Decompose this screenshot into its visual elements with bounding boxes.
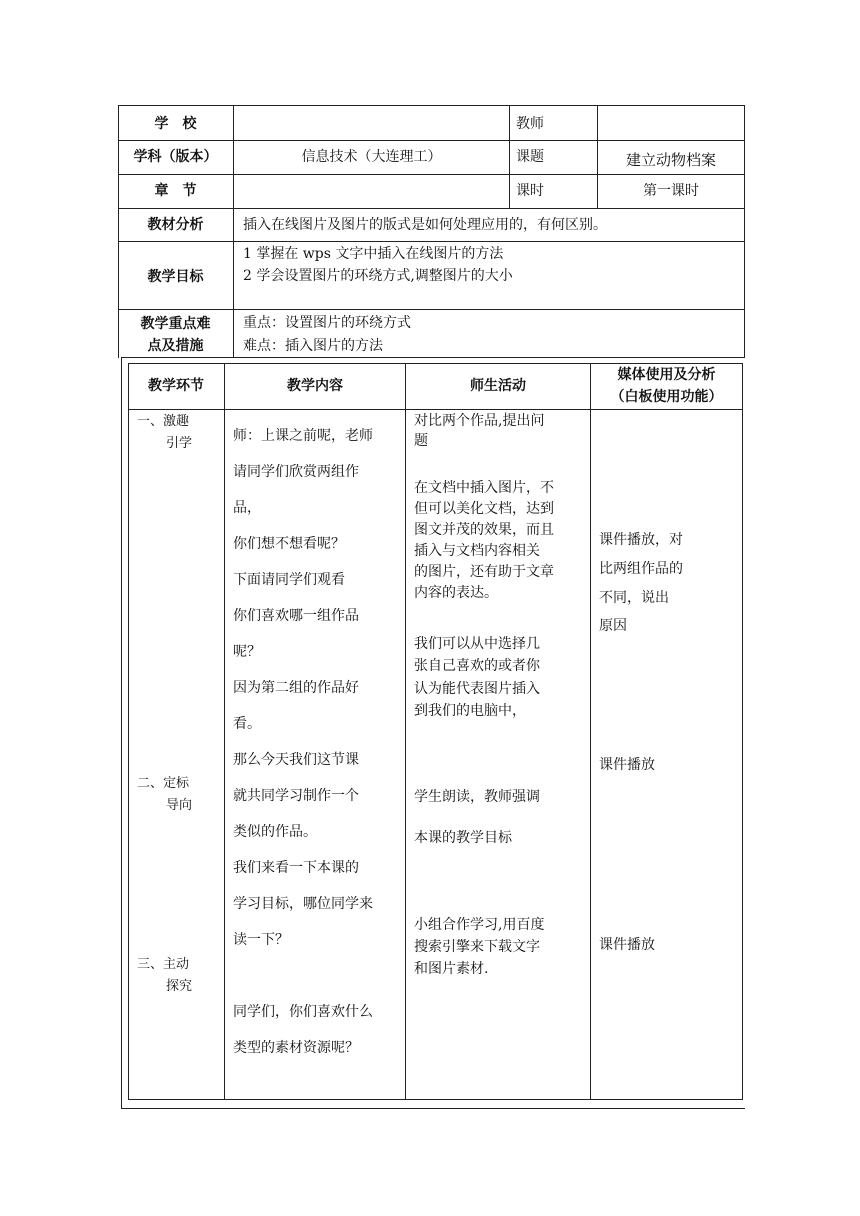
activity-p2-line-2: 但可以美化文档，达到 [414,501,554,517]
activity-p2-line-3: 图文并茂的效果，而且 [414,522,554,538]
content-line: 下面请同学们观看 [233,572,345,588]
content-line: 看。 [233,716,261,732]
content-line: 品， [233,500,261,516]
activity-p6-line-1: 小组合作学习,用百度 [414,917,545,933]
topic-value: 建立动物档案 [625,151,716,169]
stage-3-line-2: 探究 [166,979,193,994]
activity-p6-line-2: 搜索引擎来下载文字 [414,939,540,955]
activity-p2-line-1: 在文档中插入图片，不 [414,480,554,496]
stage-2-line-1: 二、定标 [137,776,190,791]
content-line: 读一下？ [233,932,289,948]
activity-p1-line-2: 题 [414,433,428,449]
media-1-line-1: 课件播放，对 [599,532,683,548]
content-line: 我们来看一下本课的 [233,860,359,876]
period-label: 课时 [516,183,544,199]
content-line: 因为第二组的作品好 [233,680,359,696]
teacher-label: 教师 [516,116,544,132]
header-media-line-1: 媒体使用及分析 [617,367,716,383]
media-2: 课件播放 [599,757,655,773]
period-value: 第一课时 [643,183,699,199]
content-line: 你们想不想看呢？ [233,536,345,552]
activity-p3-line-2: 张自己喜欢的或者你 [414,658,540,674]
content-text [233,418,403,1066]
content-line: 请同学们欣赏两组作 [233,464,359,480]
content-line: 师：上课之前呢，老师 [233,428,373,444]
media-1-line-2: 比两组作品的 [599,561,683,577]
stage-1-line-1: 一、激趣 [137,414,190,429]
header-activity: 师生活动 [470,378,526,394]
media-1-line-4: 原因 [599,618,627,634]
activity-p3-line-4: 到我们的电脑中， [414,703,526,719]
content-line: 类型的素材资源呢？ [233,1040,359,1056]
content-line: 就共同学习制作一个 [233,788,359,804]
subject-value: 信息技术（大连理工） [301,149,442,165]
content-line: 呢？ [233,644,261,660]
subject-label: 学科（版本） [133,149,218,165]
goal-line-1: 1 掌握在 wps 文字中插入在线图片的方法 [243,246,504,262]
topic-label: 课题 [516,149,544,165]
header-stage: 教学环节 [148,378,204,394]
chapter-label: 章 节 [154,183,197,199]
activity-p3-line-1: 我们可以从中选择几 [414,636,540,652]
activity-p5: 本课的教学目标 [414,830,512,846]
key-label-line-2: 点及措施 [147,338,204,354]
activity-p6-line-3: 和图片素材. [414,961,489,977]
activity-p2-line-4: 插入与文档内容相关 [414,543,540,559]
goal-label: 教学目标 [147,269,204,285]
content-line [233,958,403,994]
content-line: 学习目标，哪位同学来 [233,896,373,912]
analysis-value: 插入在线图片及图片的版式是如何处理应用的，有何区别。 [243,217,607,233]
content-line: 同学们，你们喜欢什么 [233,1004,373,1020]
activity-p4: 学生朗读，教师强调 [414,789,540,805]
content-line: 类似的作品。 [233,824,317,840]
content-line: 你们喜欢哪一组作品 [233,608,359,624]
activity-p2-line-5: 的图片，还有助于文章 [414,564,554,580]
key-point-line: 重点：设置图片的环绕方式 [243,315,411,331]
goal-line-2: 2 学会设置图片的环绕方式,调整图片的大小 [243,268,513,284]
media-1-line-3: 不同，说出 [599,590,669,606]
activity-p3-line-3: 认为能代表图片插入 [414,681,540,697]
activity-p2-line-6: 内容的表达。 [414,585,498,601]
activity-p1-line-1: 对比两个作品,提出问 [414,413,545,429]
analysis-label: 教材分析 [147,217,204,233]
header-media-line-2: （白板使用功能） [610,389,723,405]
header-content: 教学内容 [287,378,343,394]
stage-2-line-2: 导向 [166,798,193,813]
stage-3-line-1: 三、主动 [137,957,190,972]
difficult-point-line: 难点：插入图片的方法 [243,338,383,354]
stage-1-line-2: 引学 [166,436,193,451]
school-label: 学 校 [154,116,197,132]
content-line: 那么今天我们这节课 [233,752,359,768]
key-label-line-1: 教学重点难 [140,316,211,332]
media-3: 课件播放 [599,937,655,953]
